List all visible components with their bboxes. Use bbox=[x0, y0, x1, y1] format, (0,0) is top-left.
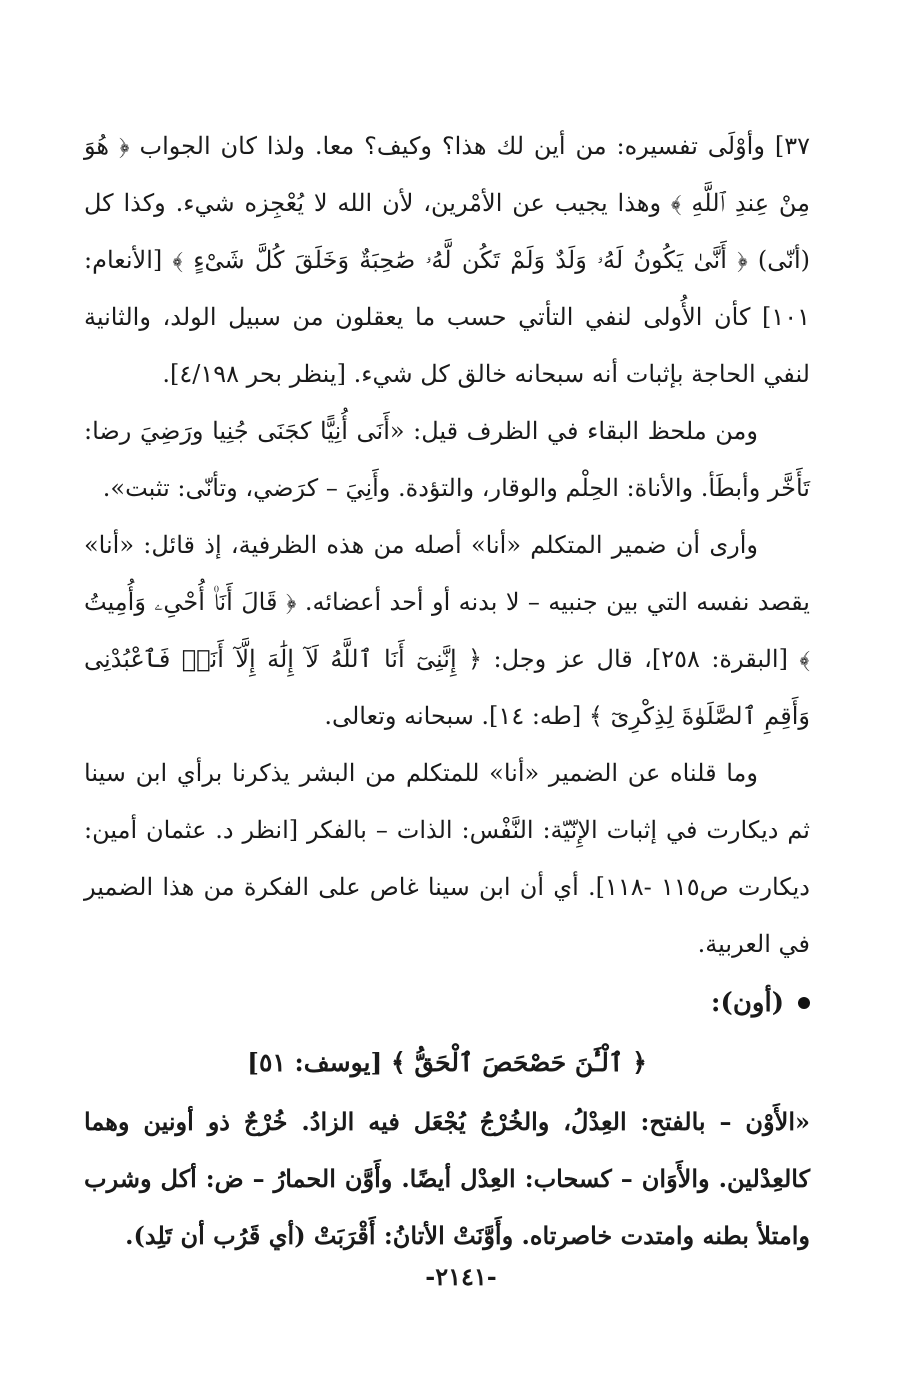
bullet-icon bbox=[798, 997, 810, 1009]
paragraph-pronoun-ana: وأرى أن ضمير المتكلم «أنا» أصله من هذه الظرفية، إذ قائل: «أنا» يقصد نفسه التي بين جنبيه – لا بدنه أو أحد أعضائه. ﴿ قَالَ أَنَا۠ أُحْىِۦ وَأُمِيتُ ﴾ [البقرة: ٢٥٨]، قال عز وجل: ﴿ إِنَّنِىٓ أَنَا ٱللَّهُ لَآ إِلَٰهَ إِلَّآ أَنَا۠ فَٱعْبُدْنِى وَأَقِمِ ٱلصَّلَوٰةَ لِذِكْرِىٓ ﴾ [طه: ١٤]. سبحانه وتعالى. bbox=[84, 531, 810, 730]
entry-heading bbox=[84, 973, 810, 1033]
entry-verse: ﴿ ٱلْـَٰٔنَ حَصْحَصَ ٱلْحَقُّ ﴾ [يوسف: ٥١] bbox=[247, 1048, 647, 1077]
paragraph-continuation: ٣٧] وأوْلَى تفسيره: من أين لك هذا؟ وكيف؟ معا. ولذا كان الجواب ﴿ هُوَ مِنْ عِندِ ٱللَّهِ ﴾ وهذا يجيب عن الأمْرين، لأن الله لا يُعْجِزه شيء. وكذا كل (أنّى) ﴿ أَنَّىٰ يَكُونُ لَهُۥ وَلَدٌ وَلَمْ تَكُن لَّهُۥ صَٰحِبَةٌ وَخَلَقَ كُلَّ شَىْءٍ ﴾ [الأنعام: ١٠١] كأن الأُولى لنفي التأتي حسب ما يعقلون من سبيل الولد، والثانية لنفي الحاجة بإثبات أنه سبحانه خالق كل شيء. [ينظر بحر ٤/١٩٨]. bbox=[84, 132, 810, 388]
page-body bbox=[84, 118, 810, 1264]
paragraph-baqa: ومن ملحظ البقاء في الظرف قيل: «أَنَى أُنِيًّا كجَنَى جُنِيا ورَضِيَ رضا: تَأَخَّر وأبطَأ. والأناة: الحِلْم والوقار، والتؤدة. وأَنِيَ – كرَضي، وتأنّى: تثبت». bbox=[84, 417, 810, 502]
page-number: -٢١٤١- bbox=[425, 1262, 497, 1291]
entry-heading-text: (أون): bbox=[710, 988, 784, 1018]
entry-definition: «الأَوْن – بالفتح: العِدْلُ، والخُرْجُ يُجْعَل فيه الزادُ. خُرْجٌ ذو أونين وهما كالعِدْلين. والأَوَان – كسحاب: العِدْل أيضًا. وأَوَّن الحمارُ – ض: أكل وشرب وامتلأ بطنه وامتدت خاصرتاه. وأَوَّنَتْ الأتانُ: أَقْرَبَتْ (أي قَرُب أن تَلِد). bbox=[84, 1107, 810, 1250]
paragraph-ibn-sina: وما قلناه عن الضمير «أنا» للمتكلم من البشر يذكرنا برأي ابن سينا ثم ديكارت في إثبات الإِنّيّة: النَّفْس: الذات – بالفكر [انظر د. عثمان أمين: ديكارت ص١١٥ -١١٨]. أي أن ابن سينا غاص على الفكرة من هذا الضمير في العربية. bbox=[84, 759, 810, 958]
